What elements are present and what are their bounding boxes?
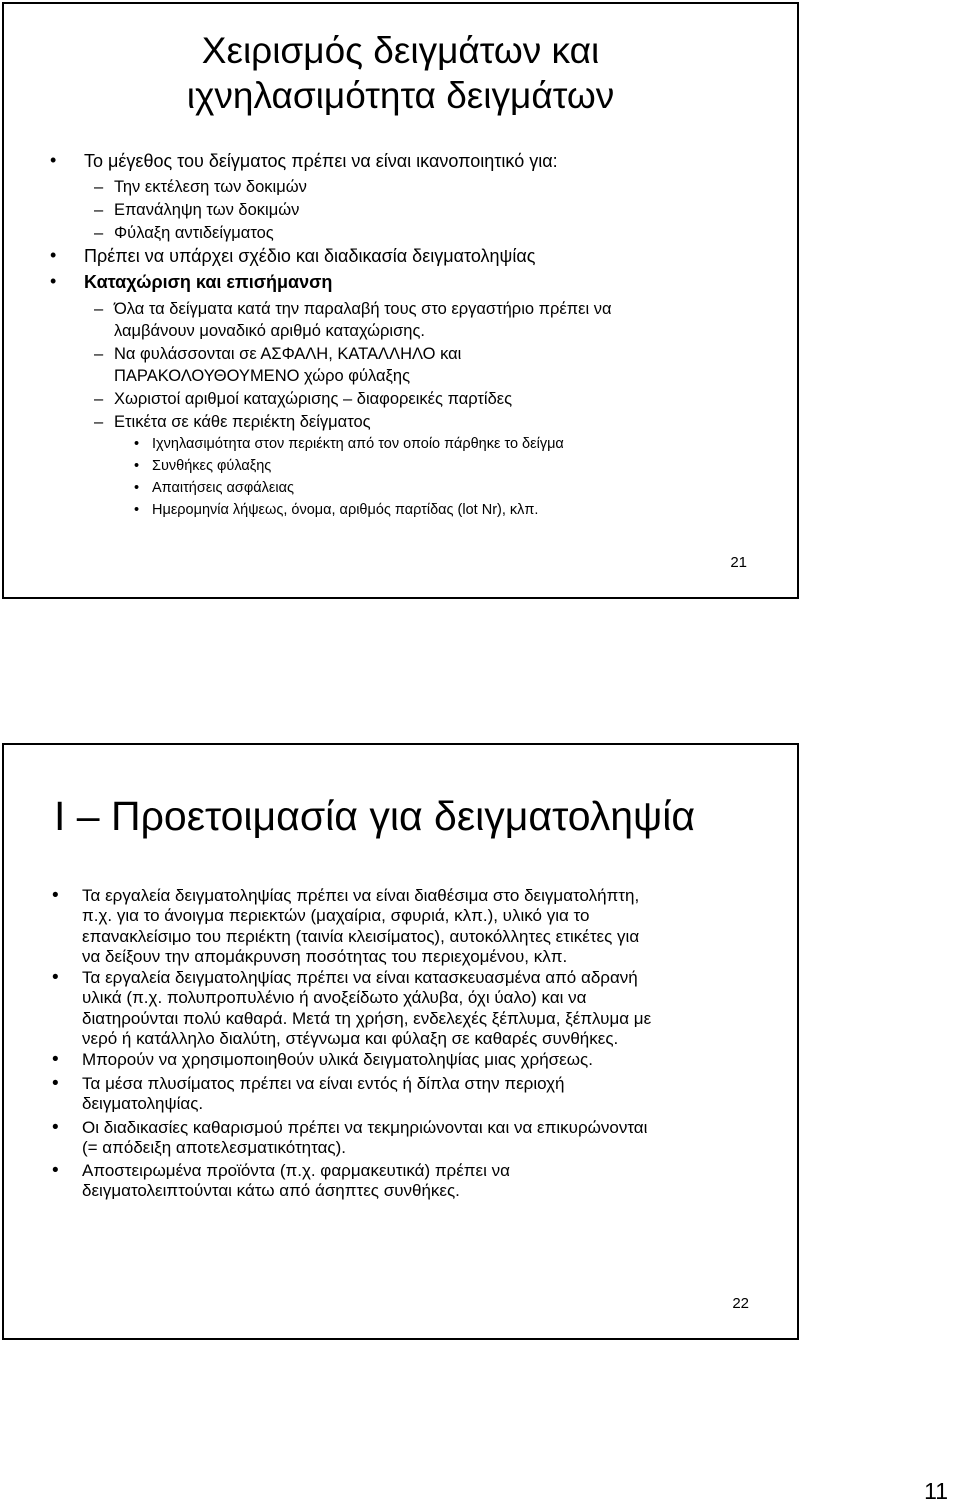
slide-title: I – Προετοιμασία για δειγματοληψία xyxy=(54,793,696,839)
list-item: λαμβάνουν μοναδικό αριθμό καταχώρισης. xyxy=(114,322,425,340)
bullet-marker: • xyxy=(52,1073,59,1094)
slide-page-number: 21 xyxy=(730,554,747,571)
dash-marker: – xyxy=(94,390,104,408)
list-item: Ιχνηλασιμότητα στον περιέκτη από τον οποίο πάρθηκε το δείγμα xyxy=(152,436,564,452)
bullet-marker: • xyxy=(50,245,57,265)
list-item: Να φυλάσσονται σε ΑΣΦΑΛΗ, ΚΑΤΑΛΛΗΛΟ και xyxy=(114,345,462,363)
list-item: να δείξουν την απομάκρυνση ποσότητας του περιεχομένου, κλπ. xyxy=(82,947,568,966)
list-item: Όλα τα δείγματα κατά την παραλαβή τους στο εργαστήριο πρέπει να xyxy=(114,300,612,318)
slide-title-line-1: Χειρισμός δειγμάτων και xyxy=(201,30,600,71)
slide-21 xyxy=(2,2,799,599)
document-page-number: 11 xyxy=(924,1478,948,1504)
dash-marker: – xyxy=(94,178,104,196)
list-item: υλικά (π.χ. πολυπροπυλένιο ή ανοξείδωτο χάλυβα, όχι ύαλο) και να xyxy=(82,988,587,1007)
dash-marker: – xyxy=(94,224,104,242)
list-item: νερό ή κατάλληλο διαλύτη, στέγνωμα και φύλαξη σε καθαρές συνθήκες. xyxy=(82,1029,619,1048)
dash-marker: – xyxy=(94,345,104,363)
list-item: Φύλαξη αντιδείγματος xyxy=(114,224,274,242)
list-item: Την εκτέλεση των δοκιμών xyxy=(114,178,307,196)
bullet-marker: • xyxy=(50,150,57,170)
list-item: Χωριστοί αριθμοί καταχώρισης – διαφορεικές παρτίδες xyxy=(114,390,513,408)
list-item: Ετικέτα σε κάθε περιέκτη δείγματος xyxy=(114,413,371,431)
list-item: Μπορούν να χρησιμοποιηθούν υλικά δειγματοληψίας μιας χρήσεως. xyxy=(82,1050,593,1069)
bullet-marker: • xyxy=(134,502,140,518)
list-item: Τα μέσα πλυσίματος πρέπει να είναι εντός ή δίπλα στην περιοχή xyxy=(82,1074,565,1093)
slide-page-number: 22 xyxy=(732,1295,749,1312)
bullet-marker: • xyxy=(134,458,140,474)
list-item: π.χ. για το άνοιγμα περιεκτών (μαχαίρια, σφυριά, κλπ.), υλικό για το xyxy=(82,906,590,925)
list-item: Επανάληψη των δοκιμών xyxy=(114,201,300,219)
list-item: Καταχώριση και επισήμανση xyxy=(84,272,333,292)
list-item: Αποστειρωμένα προϊόντα (π.χ. φαρμακευτικά) πρέπει να xyxy=(82,1161,510,1180)
slide-title-line-2: ιχνηλασιμότητα δειγμάτων xyxy=(186,75,615,116)
bullet-marker: • xyxy=(50,271,57,291)
list-item: Το μέγεθος του δείγματος πρέπει να είναι ικανοποιητικό για: xyxy=(84,151,558,171)
bullet-marker: • xyxy=(134,480,140,496)
list-item: Οι διαδικασίες καθαρισμού πρέπει να τεκμηριώνονται και να επικυρώνονται xyxy=(82,1118,648,1137)
bullet-marker: • xyxy=(52,1117,59,1138)
dash-marker: – xyxy=(94,201,104,219)
list-item: (= απόδειξη αποτελεσματικότητας). xyxy=(82,1138,346,1157)
bullet-marker: • xyxy=(52,1049,59,1070)
dash-marker: – xyxy=(94,300,104,318)
list-item: Ημερομηνία λήψεως, όνομα, αριθμός παρτίδας (lot Nr), κλπ. xyxy=(152,502,539,518)
list-item: Απαιτήσεις ασφάλειας xyxy=(152,480,294,496)
list-item: διατηρούνται πολύ καθαρά. Μετά τη χρήση, ενδελεχές ξέπλυμα, ξέπλυμα με xyxy=(82,1009,652,1028)
list-item: Τα εργαλεία δειγματοληψίας πρέπει να είναι κατασκευασμένα από αδρανή xyxy=(82,968,638,987)
list-item: δειγματολειπτούνται κάτω από άσηπτες συνθήκες. xyxy=(82,1181,460,1200)
bullet-marker: • xyxy=(52,967,59,988)
list-item: δειγματοληψίας. xyxy=(82,1094,204,1113)
slide-22 xyxy=(2,743,799,1340)
bullet-marker: • xyxy=(134,436,140,452)
bullet-marker: • xyxy=(52,885,59,906)
list-item: επανακλείσιμο του περιέκτη (ταινία κλεισίματος), αυτοκόλλητες ετικέτες για xyxy=(82,927,640,946)
bullet-marker: • xyxy=(52,1160,59,1181)
list-item: ΠΑΡΑΚΟΛΟΥΘΟΥΜΕΝΟ χώρο φύλαξης xyxy=(114,367,411,385)
slide-title xyxy=(4,28,797,118)
list-item: Τα εργαλεία δειγματοληψίας πρέπει να είναι διαθέσιμα στο δειγματολήπτη, xyxy=(82,886,640,905)
list-item: Πρέπει να υπάρχει σχέδιο και διαδικασία δειγματοληψίας xyxy=(84,246,536,266)
list-item: Συνθήκες φύλαξης xyxy=(152,458,272,474)
dash-marker: – xyxy=(94,413,104,431)
